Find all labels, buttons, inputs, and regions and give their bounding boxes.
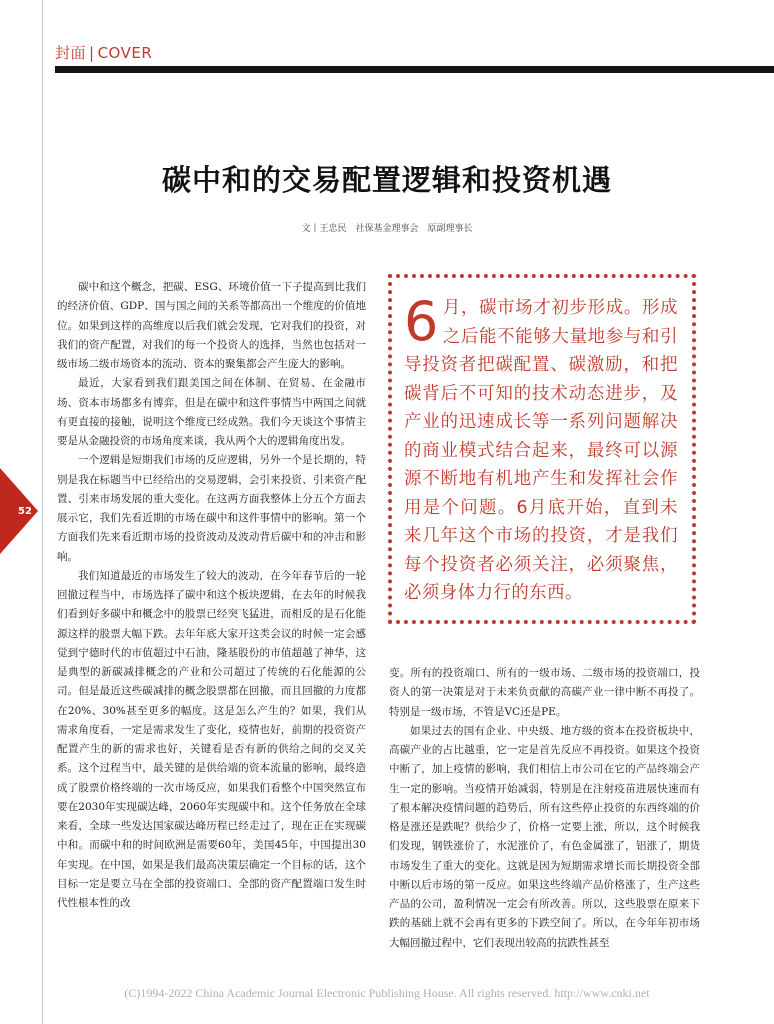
page-number: 52 bbox=[18, 506, 32, 517]
paragraph: 变。所有的投资端口、所有的一级市场、二级市场的投资端口，投资人的第一决策是对于未来负贡献的高碳产业一律中断不再投了。特别是一级市场，不管是VC还是PE。 bbox=[389, 667, 700, 718]
pull-quote-text: 月，碳市场才初步形成。形成之后能不能够大量地参与和引导投资者把碳配置、碳激励，和把碳背后不可知的技术动态进步，及产业的迅速成长等一系列问题解决的商业模式结合起来，最终可以源源不断地有机地产生和发挥社会作用是个问题。6月底开始，直到未来几年这个市场的投资，才是我们每个投资者必须关注，必须聚焦，必须身体力行的东西。 bbox=[404, 298, 678, 603]
section-label-en: COVER bbox=[97, 44, 153, 62]
section-header bbox=[55, 42, 152, 63]
article-title: 碳中和的交易配置逻辑和投资机遇 bbox=[161, 163, 612, 197]
pull-quote bbox=[404, 290, 678, 608]
right-column bbox=[389, 664, 700, 953]
article-byline: 文丨王忠民 社保基金理事会 原副理事长 bbox=[301, 224, 473, 234]
paragraph: 一个逻辑是短期我们市场的反应逻辑，另外一个是长期的，特别是我在标题当中已经给出的交易逻辑，会引来投资、引来资产配置、引来市场发展的重大变化。在这两方面我整体上分五个方面去展示它，我们先看近期的市场在碳中和这件事情中的影响。第一个方面我们先来看近期市场的投资波动及波动背后碳中和的冲击和影响。 bbox=[57, 454, 366, 563]
header-bar bbox=[55, 66, 774, 73]
left-column bbox=[57, 278, 366, 913]
drop-cap: 6 bbox=[404, 290, 439, 353]
paragraph: 如果过去的国有企业、中央级、地方级的资本在投资板块中，高碳产业的占比越重，它一定是首先反应不再投资。如果这个投资中断了，加上疫情的影响，我们相信上市公司在它的产品终端会产生一定的影响。当疫情开始减弱，特别是在注射疫苗进展快速而有了根本解决疫情问题的趋势后，所有这些停止投资的东西终端的价格是涨还是跌呢？供给少了，价格一定要上涨，所以，这个时候我们发现，钢铁涨价了，水泥涨价了，有色金属涨了，铝涨了，期货市场发生了重大的变化。这就是因为短期需求增长而长期投资全部中断以后市场的第一反应。如果这些终端产品价格涨了，生产这些产品的公司，盈利情况一定会有所改善。所以，这些股票在原来下跌的基础上就不会再有更多的下跌空间了。所以，在今年年初市场大幅回撤过程中，它们表现出较高的抗跌性甚至 bbox=[389, 724, 700, 949]
paragraph: 我们知道最近的市场发生了较大的波动，在今年春节后的一轮回撤过程当中，市场选择了碳中和这个板块逻辑，在去年的时候我们看到好多碳中和概念中的股票已经突飞猛进，而相反的是石化能源这样的股票大幅下跌。去年年底大家开这类会议的时候一定会感觉到宁德时代的市值超过中石油，隆基股份的市值超越了神华，这是典型的新碳减排概念的产业和公司超过了传统的石化能源的公司。但是最近这些碳减排的概念股票都在回撤，而且回撤的力度都在20%、30%甚至更多的幅度。这是怎么产生的？如果，我们从需求角度看，一定是需求发生了变化，疫情也好，前期的投资资产配置产生的新的需求也好，关键看是否有新的供给之间的交叉关系。这个过程当中，最关键的是供给端的资本流量的影响，最终造成了股票价格终端的一次市场反应，如果我们看整个中国突然宣布要在2030年实现碳达峰，2060年实现碳中和。这个任务放在全球来看，全球一些发达国家碳达峰历程已经走过了，现在正在实现碳中和。而碳中和的时间欧洲是需要60年，美国45年，中国提出30年实现。在中国，如果是我们最高决策层确定一个目标的话，这个目标一定是要立马在全部的投资端口、全部的资产配置端口发生时代性根本性的改 bbox=[57, 569, 366, 909]
section-separator: | bbox=[89, 44, 95, 62]
paragraph: 碳中和这个概念，把碳、ESG、环境价值一下子提高到比我们的经济价值、GDP、国与国之间的关系等都高出一个维度的价值地位。如果到这样的高维度以后我们就会发现，它对我们的投资，对我们的资产配置，对我们的每一个投资人的选择，当然也包括对一级市场二级市场资本的流动、资本的聚集都会产生庞大的影响。 bbox=[57, 281, 366, 370]
margin-rule bbox=[42, 0, 43, 1024]
section-label: 封面 bbox=[55, 44, 87, 62]
copyright-watermark: (C)1994-2022 China Academic Journal Electronic Publishing House. All rights reserved. http://www.cnki.net bbox=[124, 986, 650, 1000]
paragraph: 最近，大家看到我们跟美国之间在体制、在贸易、在金融市场、资本市场都多有博弈，但是在碳中和这件事情当中两国之间就有更直接的接触，说明这个维度已经成熟。我们今天谈这个事情主要是从金融投资的市场角度来谈，我从两个大的逻辑角度出发。 bbox=[57, 377, 366, 447]
